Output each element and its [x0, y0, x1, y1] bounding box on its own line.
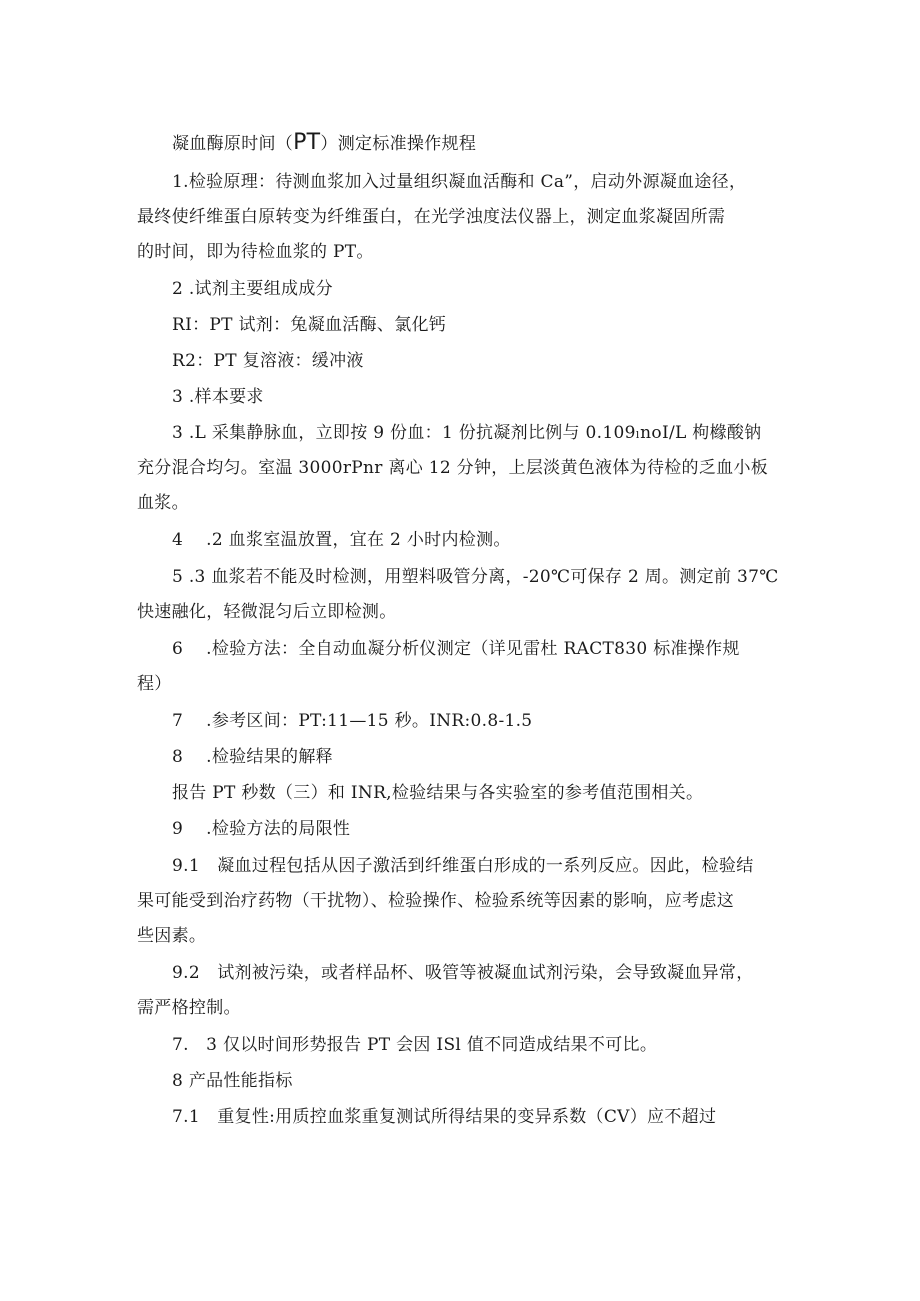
document-title [172, 131, 476, 156]
paragraph-line: 9.2 试剂被污染，或者样品杯、吸管等被凝血试剂污染，会导致凝血异常， [172, 963, 754, 983]
title-pt: PT [293, 130, 321, 155]
paragraph-line: 程） [137, 674, 172, 694]
paragraph-line: 报告 PT 秒数（三）和 INR,检验结果与各实验室的参考值范围相关。 [172, 783, 704, 803]
paragraph-line: 7.1 重复性:用质控血浆重复测试所得结果的变异系数（CV）应不超过 [172, 1107, 717, 1127]
section-heading: 8 产品性能指标 [172, 1071, 293, 1091]
section-heading: 7 .参考区间：PT:11—15 秒。INR:0.8-1.5 [172, 711, 533, 731]
paragraph-line: 9.1 凝血过程包括从因子激活到纤维蛋白形成的一系列反应。因此，检验结 [172, 856, 754, 876]
paragraph-line: 5 .3 血浆若不能及时检测，用塑料吸管分离，-20℃可保存 2 周。测定前 37℃ [172, 567, 779, 587]
section-heading: 9 .检验方法的局限性 [172, 819, 351, 839]
title-suffix: ）测定标准操作规程 [320, 134, 477, 154]
section-heading: 2 .试剂主要组成成分 [172, 279, 333, 299]
paragraph-line: RI：PT 试剂：兔凝血活酶、氯化钙 [172, 315, 447, 335]
paragraph-line: 的时间，即为待检血浆的 PT。 [137, 242, 374, 262]
paragraph-line: 7. 3 仅以时间形势报告 PT 会因 ISl 值不同造成结果不可比。 [172, 1035, 658, 1055]
section-heading: 6 .检验方法：全自动血凝分析仪测定（详见雷杜 RACT830 标准操作规 [172, 639, 740, 659]
paragraph-line: 3 .L 采集静脉血，立即按 9 份血：1 份抗凝剂比例与 0.109ₗnoI/L 枸橼酸钠 [172, 423, 762, 443]
paragraph-line: 快速融化，轻微混匀后立即检测。 [137, 602, 397, 622]
paragraph-line: 1.检验原理：待测血浆加入过量组织凝血活酶和 Ca”，启动外源凝血途径， [172, 172, 747, 192]
section-heading: 3 .样本要求 [172, 387, 264, 407]
paragraph-line: 最终使纤维蛋白原转变为纤维蛋白，在光学浊度法仪器上，测定血浆凝固所需 [137, 207, 726, 227]
paragraph-line: 血浆。 [137, 493, 189, 513]
paragraph-line: 果可能受到治疗药物（干扰物）、检验操作、检验系统等因素的影响，应考虑这 [137, 891, 734, 911]
paragraph-line: 4 .2 血浆室温放置，宜在 2 小时内检测。 [172, 530, 511, 550]
paragraph-line: 需严格控制。 [137, 998, 241, 1018]
paragraph-line: 充分混合均匀。室温 3000rPnr 离心 12 分钟，上层淡黄色液体为待检的乏血小板 [137, 458, 769, 478]
section-heading: 8 .检验结果的解释 [172, 747, 333, 767]
paragraph-line: 些因素。 [137, 926, 207, 946]
title-prefix: 凝血酶原时间（ [172, 134, 294, 154]
paragraph-line: R2：PT 复溶液：缓冲液 [172, 351, 364, 371]
